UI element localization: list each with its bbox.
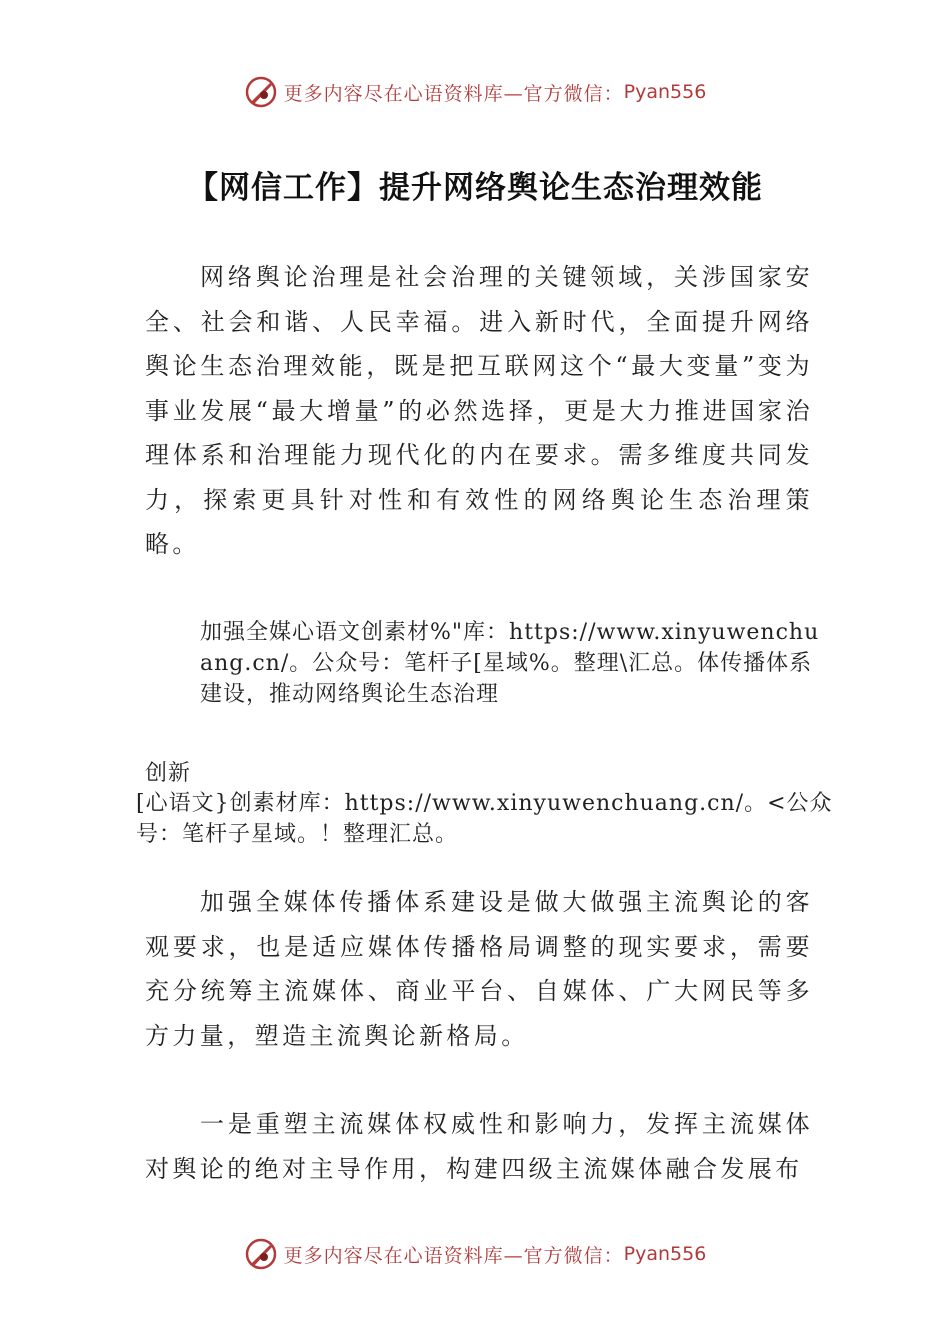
quill-seal-icon: [244, 75, 278, 109]
banner-wechat-id: Pyan556: [623, 81, 707, 103]
paragraph-intro: 网络舆论治理是社会治理的关键领域，关涉国家安全、社会和谐、人民幸福。进入新时代，全面提升网络舆论生态治理效能，既是把互联网这个“最大变量”变为事业发展“最大增量”的必然选择，更是大力推进国家治理体系和治理能力现代化的内在要求。需多维度共同发力，探索更具针对性和有效性的网络舆论生态治理策略。: [145, 263, 813, 558]
paragraph-mainstream: 一是重塑主流媒体权威性和影响力，发挥主流媒体对舆论的绝对主导作用，构建四级主流媒体融合发展布: [145, 1110, 813, 1183]
injected-text-block-2: [心语文}创素材库：https://www.xinyuwenchuang.cn/。<公众号：笔杆子星域。！整理汇总。: [136, 791, 833, 847]
quill-seal-icon: [244, 1237, 278, 1271]
header-banner: [0, 72, 950, 112]
banner-text: 更多内容尽在心语资料库—官方微信：: [283, 1244, 624, 1267]
page-title: 【网信工作】提升网络舆论生态治理效能: [187, 170, 763, 206]
paragraph-media: 加强全媒体传播体系建设是做大做强主流舆论的客观要求，也是适应媒体传播格局调整的现实要求，需要充分统筹主流媒体、商业平台、自媒体、广大网民等多方力量，塑造主流舆论新格局。: [145, 888, 813, 1050]
banner-text: 更多内容尽在心语资料库—官方微信：: [283, 82, 624, 105]
short-line: 创新: [145, 761, 192, 786]
injected-text-block: 加强全媒心语文创素材%"库：https://www.xinyuwenchuang.cn/。公众号：笔杆子[星域%。整理\汇总。体传播体系建设，推动网络舆论生态治理: [200, 620, 820, 707]
banner-wechat-id: Pyan556: [623, 1243, 707, 1265]
footer-banner: [0, 1234, 950, 1274]
